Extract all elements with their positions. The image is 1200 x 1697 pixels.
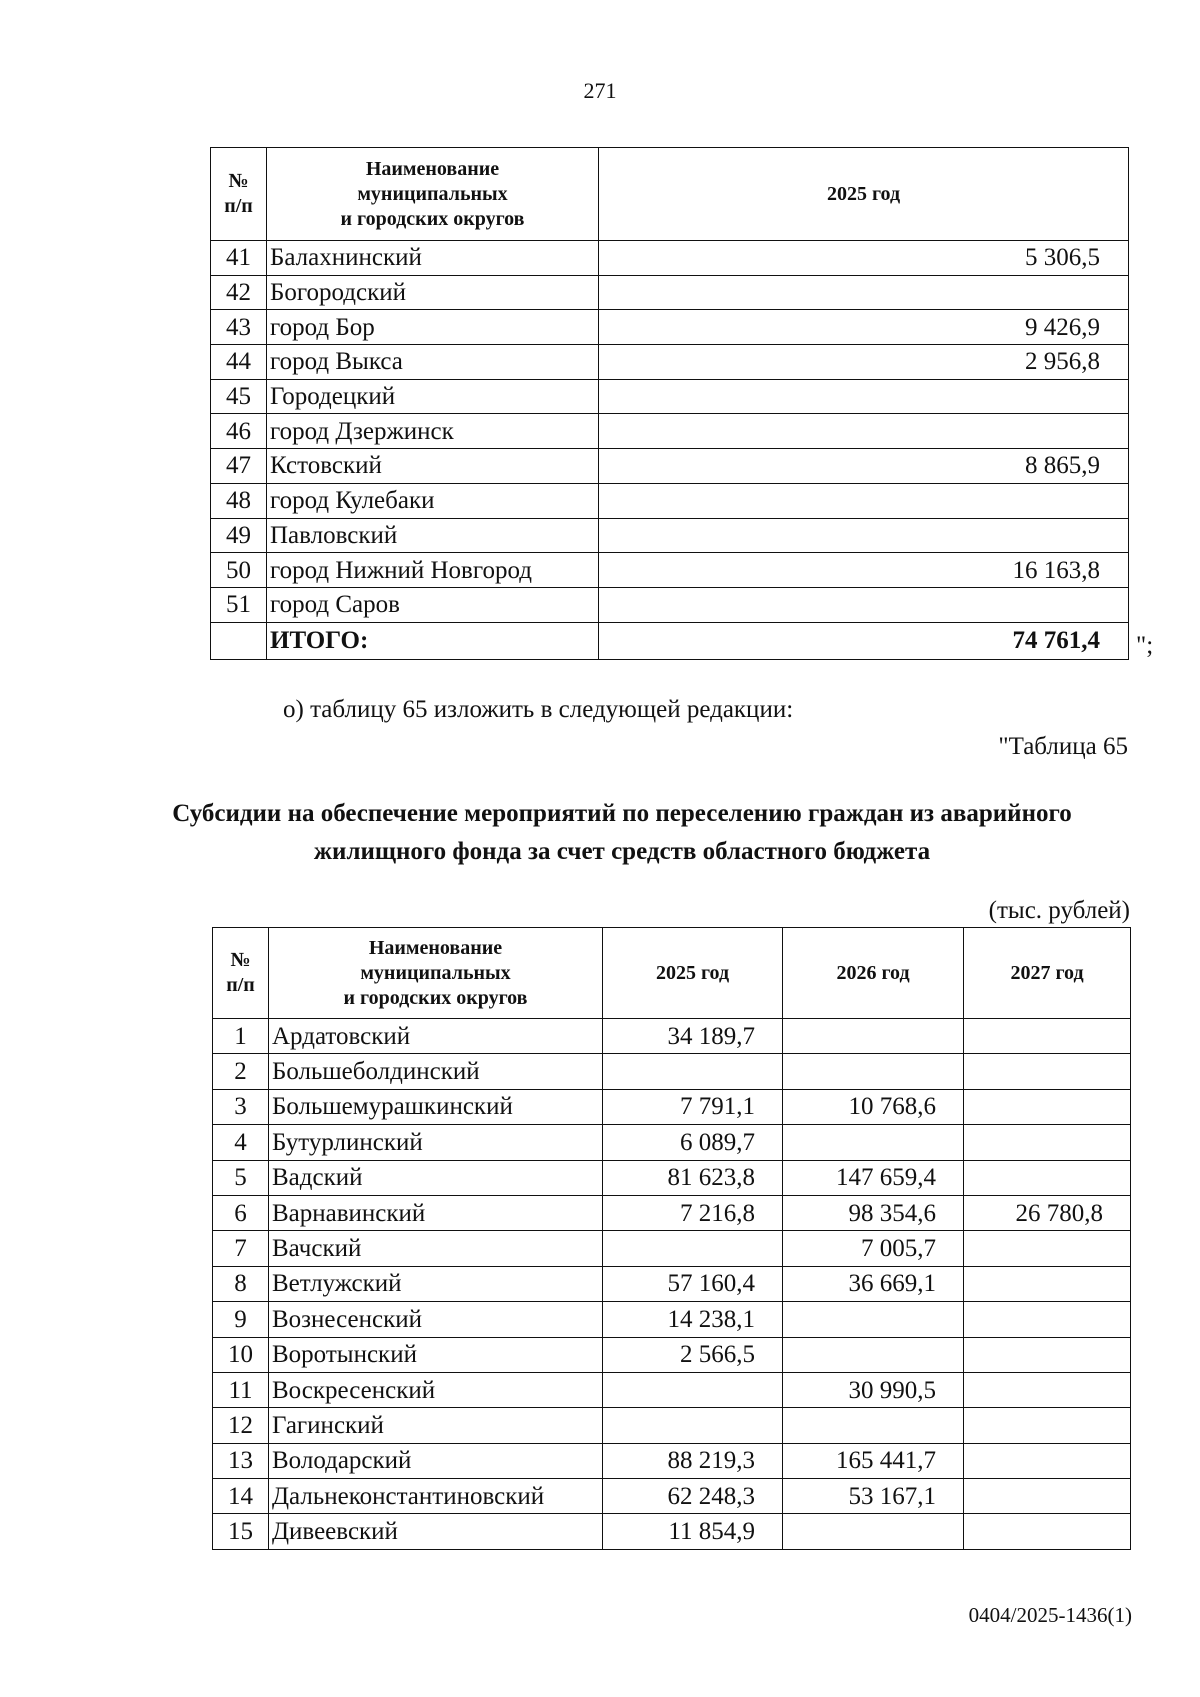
total-value: 74 761,4 <box>599 622 1129 659</box>
table-row <box>211 241 1129 276</box>
table-row <box>213 1337 1131 1372</box>
value-2026: 7 005,7 <box>783 1231 964 1266</box>
row-number: 2 <box>213 1054 269 1089</box>
district-name: Большемурашкинский <box>269 1089 603 1124</box>
row-number: 10 <box>213 1337 269 1372</box>
district-name: Воротынский <box>269 1337 603 1372</box>
value-2025: 62 248,3 <box>603 1479 783 1514</box>
total-label: ИТОГО: <box>267 622 599 659</box>
value-2027 <box>964 1125 1131 1160</box>
total-no-cell <box>211 622 267 659</box>
row-number: 9 <box>213 1302 269 1337</box>
row-number: 5 <box>213 1160 269 1195</box>
value-2026: 147 659,4 <box>783 1160 964 1195</box>
district-name: Варнавинский <box>269 1195 603 1230</box>
district-name: Ветлужский <box>269 1266 603 1301</box>
district-name: город Саров <box>267 587 599 622</box>
value-2027 <box>964 1019 1131 1054</box>
closing-quote: "; <box>1136 632 1154 659</box>
value-2025: 81 623,8 <box>603 1160 783 1195</box>
district-name: Балахнинский <box>267 241 599 276</box>
value-2025: 14 238,1 <box>603 1302 783 1337</box>
district-name: Павловский <box>267 518 599 553</box>
value-2026: 165 441,7 <box>783 1443 964 1478</box>
value-2025: 6 089,7 <box>603 1125 783 1160</box>
district-name: город Кулебаки <box>267 483 599 518</box>
row-number: 4 <box>213 1125 269 1160</box>
district-name: Кстовский <box>267 449 599 484</box>
district-name: Володарский <box>269 1443 603 1478</box>
table-row <box>213 1408 1131 1443</box>
value-2027 <box>964 1514 1131 1549</box>
row-number: 11 <box>213 1372 269 1407</box>
value-2027 <box>964 1231 1131 1266</box>
value-2027 <box>964 1160 1131 1195</box>
table-row <box>211 449 1129 484</box>
header-2027: 2027 год <box>964 928 1131 1019</box>
table-row <box>213 1443 1131 1478</box>
row-number: 50 <box>211 553 267 588</box>
table-row <box>213 1479 1131 1514</box>
value-2027 <box>964 1266 1131 1301</box>
header-name: Наименование муниципальных и городских округов <box>269 928 603 1019</box>
value-2025: 7 216,8 <box>603 1195 783 1230</box>
value-2027 <box>964 1337 1131 1372</box>
district-name: Городецкий <box>267 379 599 414</box>
district-name: Ардатовский <box>269 1019 603 1054</box>
row-number: 47 <box>211 449 267 484</box>
district-name: Богородский <box>267 275 599 310</box>
row-number: 51 <box>211 587 267 622</box>
table-row <box>213 1054 1131 1089</box>
header-no: № п/п <box>213 928 269 1019</box>
value-2026 <box>783 1408 964 1443</box>
value-2027 <box>964 1443 1131 1478</box>
header-name: Наименование муниципальных и городских округов <box>267 148 599 241</box>
row-number: 49 <box>211 518 267 553</box>
table-row <box>213 1125 1131 1160</box>
district-name: Большеболдинский <box>269 1054 603 1089</box>
table-row <box>211 379 1129 414</box>
value-2025 <box>599 518 1129 553</box>
value-2025: 5 306,5 <box>599 241 1129 276</box>
value-2025 <box>603 1372 783 1407</box>
table-row <box>213 1195 1131 1230</box>
table-row <box>211 587 1129 622</box>
district-name: город Выкса <box>267 345 599 380</box>
amendment-paragraph: о) таблицу 65 изложить в следующей редакции: <box>283 696 794 723</box>
value-2026: 10 768,6 <box>783 1089 964 1124</box>
value-2026 <box>783 1054 964 1089</box>
value-2025 <box>599 587 1129 622</box>
table-subsidies-continued <box>210 147 1129 660</box>
row-number: 3 <box>213 1089 269 1124</box>
header-2026: 2026 год <box>783 928 964 1019</box>
district-name: Дальнеконстантиновский <box>269 1479 603 1514</box>
value-2025: 34 189,7 <box>603 1019 783 1054</box>
table-row <box>213 1089 1131 1124</box>
row-number: 12 <box>213 1408 269 1443</box>
value-2027 <box>964 1054 1131 1089</box>
header-2025: 2025 год <box>599 148 1129 241</box>
value-2026 <box>783 1019 964 1054</box>
value-2027 <box>964 1479 1131 1514</box>
value-2027 <box>964 1372 1131 1407</box>
value-2026 <box>783 1125 964 1160</box>
value-2025: 11 854,9 <box>603 1514 783 1549</box>
district-name: Вачский <box>269 1231 603 1266</box>
district-name: Гагинский <box>269 1408 603 1443</box>
table-row <box>211 483 1129 518</box>
table-row <box>213 1231 1131 1266</box>
value-2025: 16 163,8 <box>599 553 1129 588</box>
total-row <box>211 622 1129 659</box>
value-2025: 2 566,5 <box>603 1337 783 1372</box>
table-row <box>211 275 1129 310</box>
district-name: город Бор <box>267 310 599 345</box>
value-2025 <box>599 275 1129 310</box>
table-row <box>213 1302 1131 1337</box>
value-2027 <box>964 1302 1131 1337</box>
row-number: 1 <box>213 1019 269 1054</box>
value-2027: 26 780,8 <box>964 1195 1131 1230</box>
value-2025 <box>603 1231 783 1266</box>
row-number: 7 <box>213 1231 269 1266</box>
value-2025: 7 791,1 <box>603 1089 783 1124</box>
value-2025: 2 956,8 <box>599 345 1129 380</box>
value-2027 <box>964 1408 1131 1443</box>
value-2025: 57 160,4 <box>603 1266 783 1301</box>
value-2025 <box>599 483 1129 518</box>
district-name: Вадский <box>269 1160 603 1195</box>
value-2025: 8 865,9 <box>599 449 1129 484</box>
table-row <box>213 1514 1131 1549</box>
row-number: 44 <box>211 345 267 380</box>
table-row <box>213 1160 1131 1195</box>
value-2026 <box>783 1337 964 1372</box>
row-number: 46 <box>211 414 267 449</box>
row-number: 15 <box>213 1514 269 1549</box>
district-name: город Нижний Новгород <box>267 553 599 588</box>
value-2025 <box>599 379 1129 414</box>
value-2026 <box>783 1514 964 1549</box>
page-number: 271 <box>583 78 617 103</box>
row-number: 8 <box>213 1266 269 1301</box>
header-2025: 2025 год <box>603 928 783 1019</box>
table-row <box>211 310 1129 345</box>
value-2026: 30 990,5 <box>783 1372 964 1407</box>
header-no: № п/п <box>211 148 267 241</box>
district-name: Вознесенский <box>269 1302 603 1337</box>
table-row <box>211 414 1129 449</box>
value-2027 <box>964 1089 1131 1124</box>
district-name: Бутурлинский <box>269 1125 603 1160</box>
row-number: 43 <box>211 310 267 345</box>
district-name: Дивеевский <box>269 1514 603 1549</box>
value-2026: 53 167,1 <box>783 1479 964 1514</box>
table-row <box>213 1019 1131 1054</box>
document-code: 0404/2025-1436(1) <box>968 1603 1132 1627</box>
value-2026 <box>783 1302 964 1337</box>
row-number: 6 <box>213 1195 269 1230</box>
row-number: 13 <box>213 1443 269 1478</box>
table-label: "Таблица 65 <box>998 733 1128 760</box>
table-row <box>211 345 1129 380</box>
value-2025: 9 426,9 <box>599 310 1129 345</box>
value-2025: 88 219,3 <box>603 1443 783 1478</box>
table-65 <box>212 927 1131 1550</box>
table-title: Субсидии на обеспечение мероприятий по переселению граждан из аварийного жилищного фонда за счет средств областного бюджета <box>172 800 1072 865</box>
units-label: (тыс. рублей) <box>988 897 1130 924</box>
district-name: Воскресенский <box>269 1372 603 1407</box>
row-number: 14 <box>213 1479 269 1514</box>
row-number: 41 <box>211 241 267 276</box>
value-2026: 36 669,1 <box>783 1266 964 1301</box>
row-number: 45 <box>211 379 267 414</box>
row-number: 42 <box>211 275 267 310</box>
table-row <box>211 518 1129 553</box>
row-number: 48 <box>211 483 267 518</box>
table-row <box>213 1266 1131 1301</box>
value-2025 <box>603 1054 783 1089</box>
value-2026: 98 354,6 <box>783 1195 964 1230</box>
district-name: город Дзержинск <box>267 414 599 449</box>
table-row <box>213 1372 1131 1407</box>
table-row <box>211 553 1129 588</box>
value-2025 <box>603 1408 783 1443</box>
value-2025 <box>599 414 1129 449</box>
